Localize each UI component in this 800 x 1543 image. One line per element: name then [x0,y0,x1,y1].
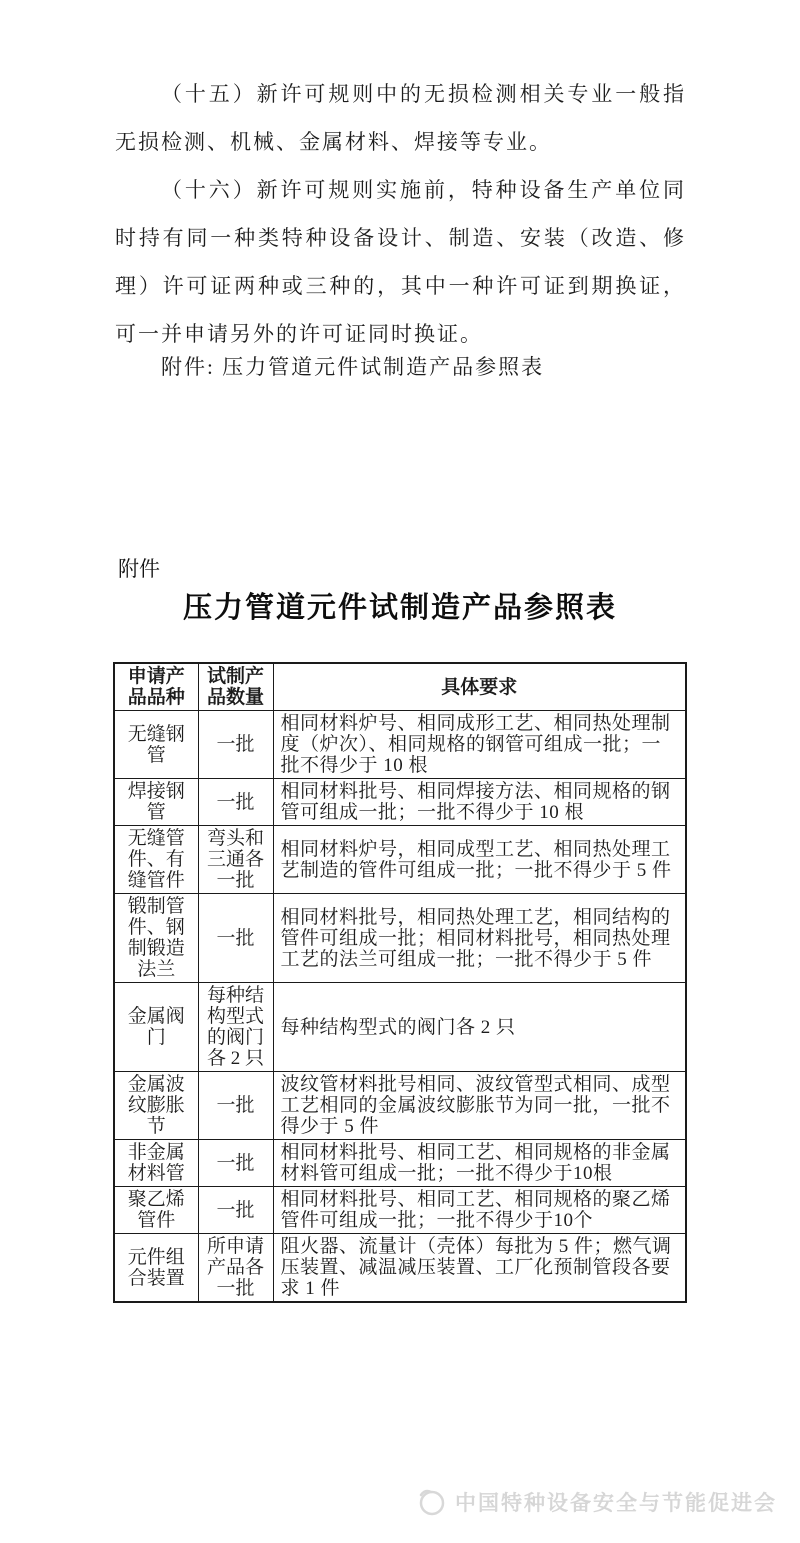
product-cell: 聚乙烯管件 [114,1187,198,1234]
table-header-row [114,663,686,711]
quantity-cell: 每种结构型式的阀门各 2 只 [198,983,273,1072]
quantity-cell: 所申请产品各一批 [198,1234,273,1303]
product-cell: 无缝管件、有缝管件 [114,826,198,894]
table-row [114,983,686,1072]
product-cell: 金属阀门 [114,983,198,1072]
footer-org-name: 中国特种设备安全与节能促进会 [455,1492,777,1515]
quantity-cell: 一批 [198,1187,273,1234]
requirement-cell: 波纹管材料批号相同、波纹管型式相同、成型工艺相同的金属波纹膨胀节为同一批，一批不得少于 5 件 [273,1072,686,1140]
table-row [114,1072,686,1140]
requirement-cell: 相同材料炉号、相同成形工艺、相同热处理制度（炉次）、相同规格的钢管可组成一批；一批不得少于 10 根 [273,711,686,779]
table-row [114,711,686,779]
product-cell: 无缝钢管 [114,711,198,779]
quantity-cell: 一批 [198,1072,273,1140]
paragraph-16: （十六）新许可规则实施前，特种设备生产单位同时持有同一种类特种设备设计、制造、安装（改造、修理）许可证两种或三种的，其中一种许可证到期换证，可一并申请另外的许可证同时换证。 [115,178,686,346]
requirement-cell: 相同材料批号，相同热处理工艺，相同结构的管件可组成一批；相同材料批号，相同热处理工艺的法兰可组成一批；一批不得少于 5 件 [273,894,686,983]
body-text [115,70,686,358]
quantity-cell: 一批 [198,1140,273,1187]
header-product: 申请产品品种 [114,663,198,711]
quantity-cell: 一批 [198,779,273,826]
table-row [114,894,686,983]
association-logo-icon [415,1485,449,1519]
requirement-cell: 相同材料批号、相同焊接方法、相同规格的钢管可组成一批；一批不得少于 10 根 [273,779,686,826]
attachment-label: 附件 [118,558,160,581]
product-cell: 金属波纹膨胀节 [114,1072,198,1140]
product-cell: 锻制管件、钢制锻造法兰 [114,894,198,983]
table-row [114,1234,686,1303]
reference-table [113,662,687,1303]
header-requirement: 具体要求 [273,663,686,711]
header-quantity: 试制产品数量 [198,663,273,711]
product-cell: 非金属材料管 [114,1140,198,1187]
quantity-cell: 一批 [198,894,273,983]
requirement-cell: 相同材料炉号，相同成型工艺、相同热处理工艺制造的管件可组成一批；一批不得少于 5 件 [273,826,686,894]
table-title: 压力管道元件试制造产品参照表 [182,592,617,624]
quantity-cell: 弯头和三通各一批 [198,826,273,894]
product-cell: 焊接钢管 [114,779,198,826]
requirement-cell: 阻火器、流量计（壳体）每批为 5 件；燃气调压装置、减温减压装置、工厂化预制管段各要求 1 件 [273,1234,686,1303]
table-row [114,1187,686,1234]
footer-watermark [415,1485,777,1519]
table-row [114,826,686,894]
table-row [114,1140,686,1187]
paragraph-15: （十五）新许可规则中的无损检测相关专业一般指无损检测、机械、金属材料、焊接等专业。 [115,82,686,154]
requirement-cell: 相同材料批号、相同工艺、相同规格的非金属材料管可组成一批；一批不得少于10根 [273,1140,686,1187]
table-row [114,779,686,826]
requirement-cell: 相同材料批号、相同工艺、相同规格的聚乙烯管件可组成一批；一批不得少于10个 [273,1187,686,1234]
attachment-reference-line: 附件: 压力管道元件试制造产品参照表 [161,355,545,379]
product-cell: 元件组合装置 [114,1234,198,1303]
requirement-cell: 每种结构型式的阀门各 2 只 [273,983,686,1072]
quantity-cell: 一批 [198,711,273,779]
